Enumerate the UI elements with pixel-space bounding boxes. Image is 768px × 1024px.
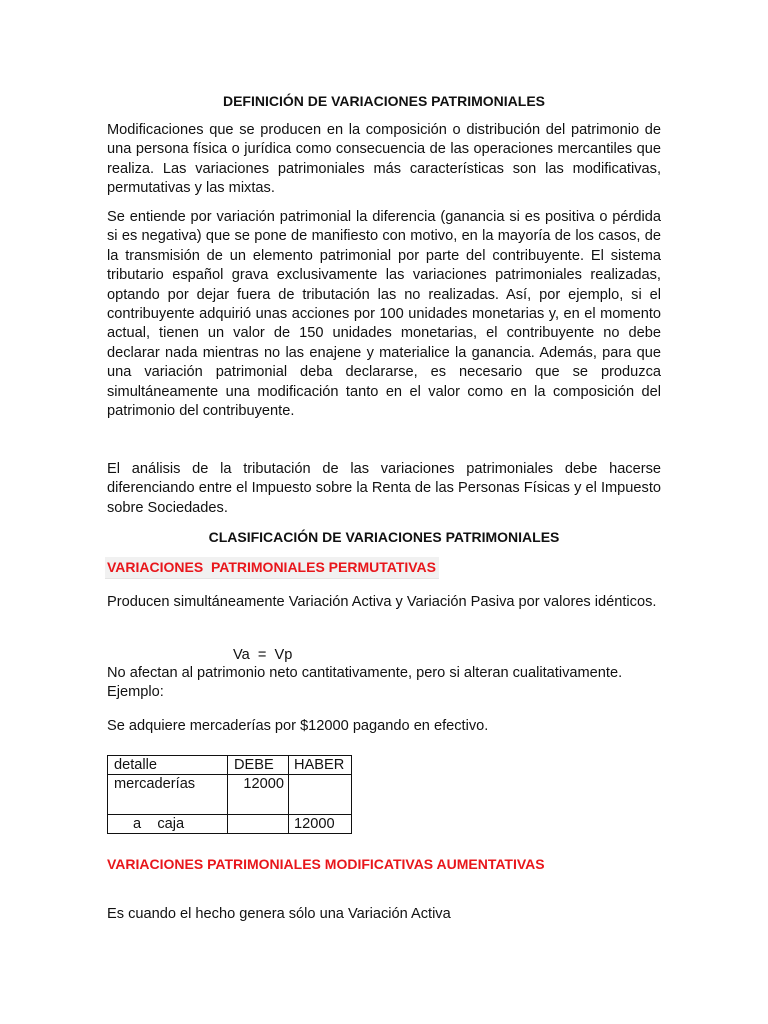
table-row <box>108 815 352 834</box>
permutativas-intro: Producen simultáneamente Variación Activa y Variación Pasiva por valores idénticos. <box>107 594 657 610</box>
ledger-cell-haber <box>289 775 352 815</box>
paragraph-analysis: El análisis de la tributación de las variaciones patrimoniales debe hacerse diferenciando entre el Impuesto sobre la Renta de las Personas Físicas y el Impuesto sobre Sociedades. <box>107 461 661 516</box>
heading-modificativas: VARIACIONES PATRIMONIALES MODIFICATIVAS AUMENTATIVAS <box>107 856 545 872</box>
ledger-cell-debe: 12000 <box>228 775 289 815</box>
paragraph-explanation: Se entiende por variación patrimonial la diferencia (ganancia si es positiva o pérdida si es negativa) que se pone de manifiesto con motivo, en la mayoría de los casos, de la transmisión de un elemento patrimonial por parte del contribuyente. El sistema tributario español grava exclusivamente las variaciones patrimoniales realizadas, optando por dejar fuera de tributación las no realizadas. Así, por ejemplo, si el contribuyente adquirió unas acciones por 100 unidades monetarias y, en el momento actual, tienen un valor de 150 unidades monetarias, el contribuyente no debe declarar nada mientras no las enajene y materialice la ganancia. Además, para que una variación patrimonial deba declararse, es necesario que se produzca simultáneamente una modificación tanto en el valor como en la composición del patrimonio del contribuyente. <box>107 209 661 420</box>
classification-title: CLASIFICACIÓN DE VARIACIONES PATRIMONIALES <box>208 529 560 545</box>
ledger-header-debe: DEBE <box>228 756 289 775</box>
ledger-cell-haber: 12000 <box>289 815 352 834</box>
document-title: DEFINICIÓN DE VARIACIONES PATRIMONIALES <box>222 93 545 109</box>
ledger-header-detalle: detalle <box>108 756 228 775</box>
example-label: Ejemplo: <box>107 684 164 700</box>
ledger-cell-detalle: a caja <box>108 815 228 834</box>
ledger-cell-debe <box>228 815 289 834</box>
ledger-header-row <box>108 756 352 775</box>
heading-permutativas: VARIACIONES PATRIMONIALES PERMUTATIVAS <box>105 557 439 579</box>
ledger-header-haber: HABER <box>289 756 352 775</box>
formula-va-vp: Va = Vp <box>233 647 293 663</box>
ledger-table <box>107 755 352 834</box>
ledger-cell-detalle: mercaderías <box>108 775 228 815</box>
permutativas-note: No afectan al patrimonio neto cantitativamente, pero si alteran cualitativamente. <box>107 665 623 681</box>
paragraph-definition: Modificaciones que se producen en la composición o distribución del patrimonio de una persona física o jurídica como consecuencia de las operaciones mercantiles que realiza. Las variaciones patrimoniales más características son las modificativas, permutativas y las mixtas. <box>107 122 661 197</box>
modificativas-text: Es cuando el hecho genera sólo una Variación Activa <box>107 906 451 922</box>
table-row <box>108 775 352 815</box>
example-text: Se adquiere mercaderías por $12000 pagando en efectivo. <box>107 718 489 734</box>
